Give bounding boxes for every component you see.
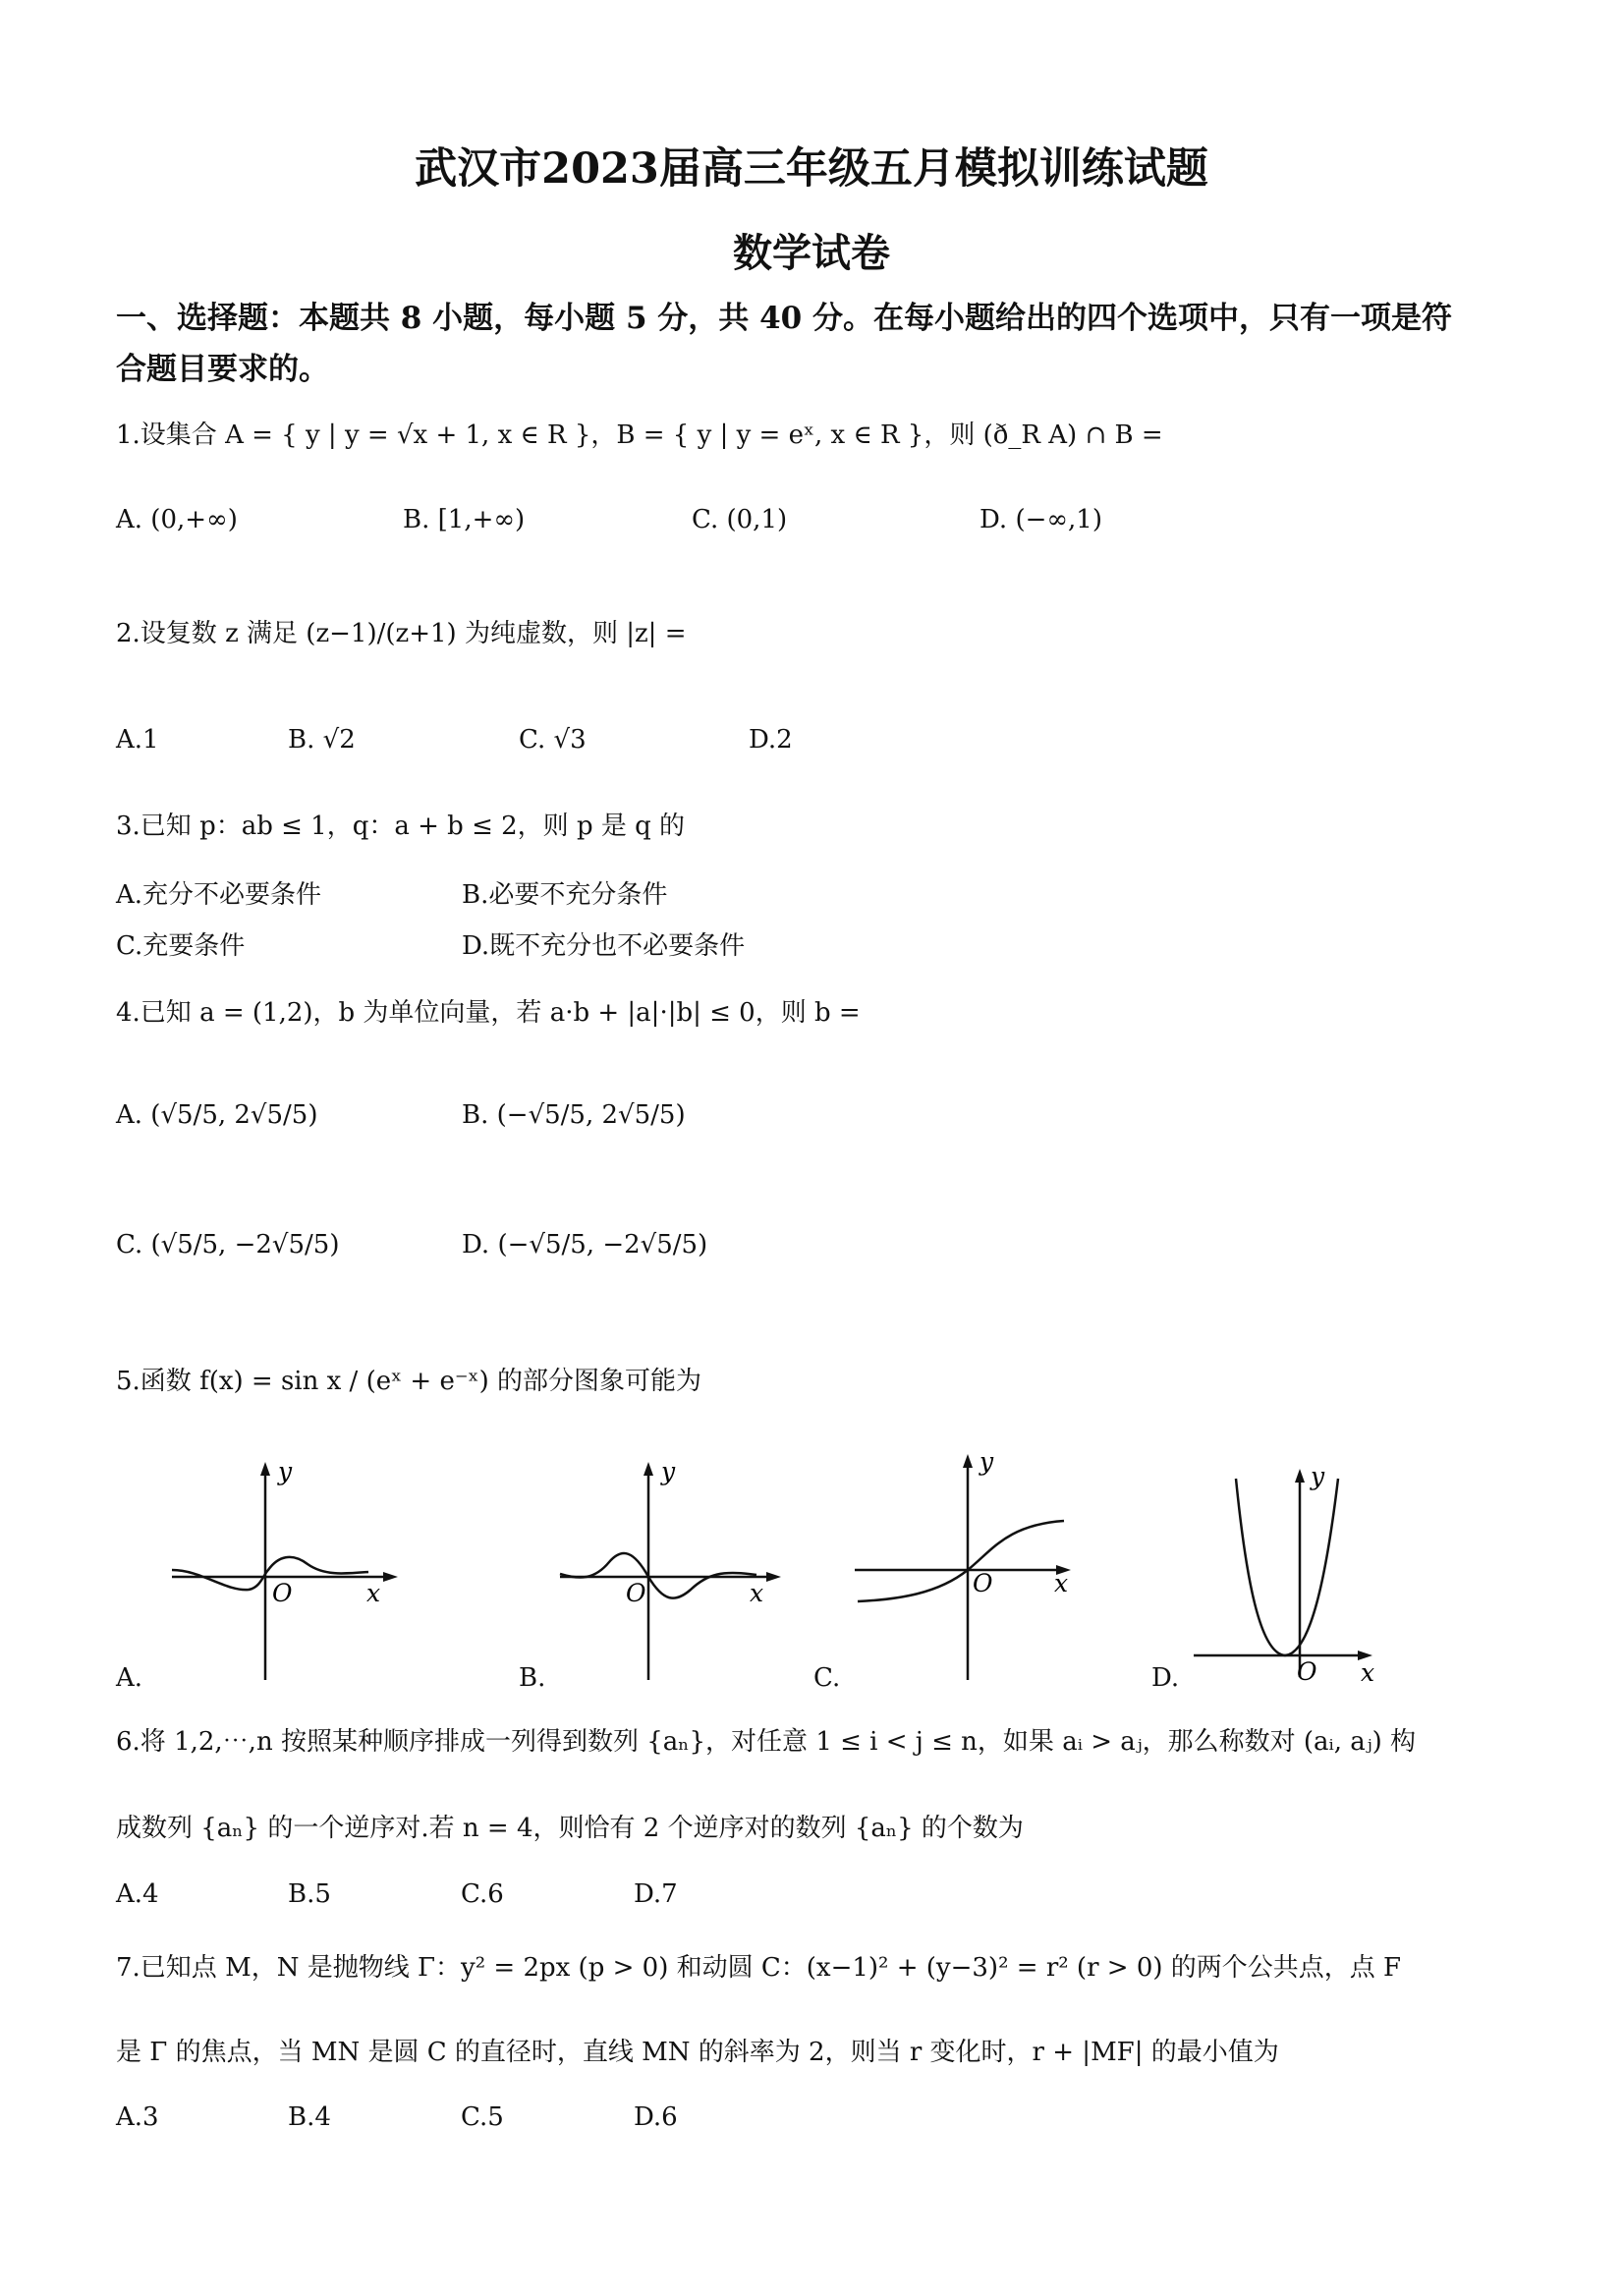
q7-option-c: C.5 — [461, 2102, 504, 2132]
question-7-stem-line2: 是 Γ 的焦点，当 MN 是圆 C 的直径时，直线 MN 的斜率为 2，则当 r 变化时，r + |MF| 的最小值为 — [116, 2038, 1279, 2067]
graph-c-y-label: y — [979, 1447, 994, 1476]
q6-option-d: D.7 — [634, 1879, 678, 1909]
q2-option-d: D.2 — [749, 725, 793, 755]
q1-option-c: C. (0,1) — [692, 505, 788, 534]
q4-option-a: A. (√5/5, 2√5/5) — [116, 1100, 318, 1130]
q5-option-b: B. — [519, 1663, 546, 1693]
graph-d-x-label: x — [1361, 1658, 1375, 1687]
graph-a-y-label: y — [278, 1457, 293, 1485]
q6-option-c: C.6 — [461, 1879, 504, 1909]
q3-option-b: B.必要不充分条件 — [462, 880, 668, 910]
question-6-stem-line2: 成数列 {aₙ} 的一个逆序对.若 n = 4，则恰有 2 个逆序对的数列 {aₙ} 的个数为 — [116, 1814, 1024, 1843]
q7-option-b: B.4 — [288, 2102, 331, 2132]
graph-b-y-label: y — [661, 1457, 676, 1485]
graph-option-c — [850, 1444, 1086, 1690]
q3-option-c: C.充要条件 — [116, 931, 246, 961]
graph-c-x-label: x — [1054, 1569, 1069, 1597]
q2-option-b: B. √2 — [288, 725, 356, 755]
page-title: 武汉市2023届高三年级五月模拟训练试题 — [415, 144, 1208, 194]
q5-option-c: C. — [813, 1663, 841, 1693]
page-subtitle: 数学试卷 — [733, 230, 890, 276]
question-6-stem-line1: 6.将 1,2,⋯,n 按照某种顺序排成一列得到数列 {aₙ}，对任意 1 ≤ i < j ≤ n，如果 aᵢ > aⱼ，那么称数对 (aᵢ, aⱼ) 构 — [116, 1727, 1417, 1757]
graph-d-y-label: y — [1311, 1462, 1325, 1490]
q4-option-d: D. (−√5/5, −2√5/5) — [462, 1230, 708, 1260]
q3-option-a: A.充分不必要条件 — [116, 880, 322, 910]
q7-option-d: D.6 — [634, 2102, 678, 2132]
q1-option-b: B. [1,+∞) — [403, 505, 526, 534]
question-2-stem: 2.设复数 z 满足 (z−1)/(z+1) 为纯虚数，则 |z| = — [116, 619, 687, 648]
graph-b-origin-label: O — [626, 1579, 646, 1607]
graph-a-x-label: x — [366, 1579, 381, 1607]
q1-option-a: A. (0,+∞) — [116, 505, 238, 534]
q5-option-d: D. — [1151, 1663, 1180, 1693]
q4-option-c: C. (√5/5, −2√5/5) — [116, 1230, 340, 1260]
question-1-stem: 1.设集合 A = { y | y = √x + 1, x ∈ R }，B = { y | y = eˣ, x ∈ R }，则 (ð_R A) ∩ B = — [116, 420, 1163, 450]
graph-a-origin-label: O — [272, 1579, 293, 1607]
graph-c-origin-label: O — [973, 1569, 993, 1597]
graph-option-a — [162, 1454, 418, 1690]
q7-option-a: A.3 — [116, 2102, 159, 2132]
q2-option-a: A.1 — [116, 725, 159, 755]
question-5-stem: 5.函数 f(x) = sin x / (eˣ + e⁻ˣ) 的部分图象可能为 — [116, 1367, 701, 1396]
graph-option-b — [555, 1454, 801, 1690]
graph-option-d — [1189, 1459, 1385, 1690]
q2-option-c: C. √3 — [519, 725, 587, 755]
q1-option-d: D. (−∞,1) — [979, 505, 1102, 534]
q3-option-d: D.既不充分也不必要条件 — [462, 931, 746, 961]
section-header-line2: 合题目要求的。 — [116, 352, 329, 387]
section-header-line1: 一、选择题：本题共 8 小题，每小题 5 分，共 40 分。在每小题给出的四个选项中，只有一项是符 — [116, 301, 1453, 336]
question-3-stem: 3.已知 p：ab ≤ 1，q：a + b ≤ 2，则 p 是 q 的 — [116, 812, 686, 841]
q5-option-a: A. — [116, 1663, 143, 1693]
question-7-stem-line1: 7.已知点 M，N 是抛物线 Γ：y² = 2px (p > 0) 和动圆 C：(x−1)² + (y−3)² = r² (r > 0) 的两个公共点，点 F — [116, 1953, 1402, 1983]
q6-option-a: A.4 — [116, 1879, 159, 1909]
q6-option-b: B.5 — [288, 1879, 331, 1909]
question-4-stem: 4.已知 a = (1,2)，b 为单位向量，若 a·b + |a|·|b| ≤ 0，则 b = — [116, 998, 861, 1028]
graph-b-x-label: x — [750, 1579, 764, 1607]
graph-d-origin-label: O — [1297, 1657, 1317, 1686]
q4-option-b: B. (−√5/5, 2√5/5) — [462, 1100, 686, 1130]
